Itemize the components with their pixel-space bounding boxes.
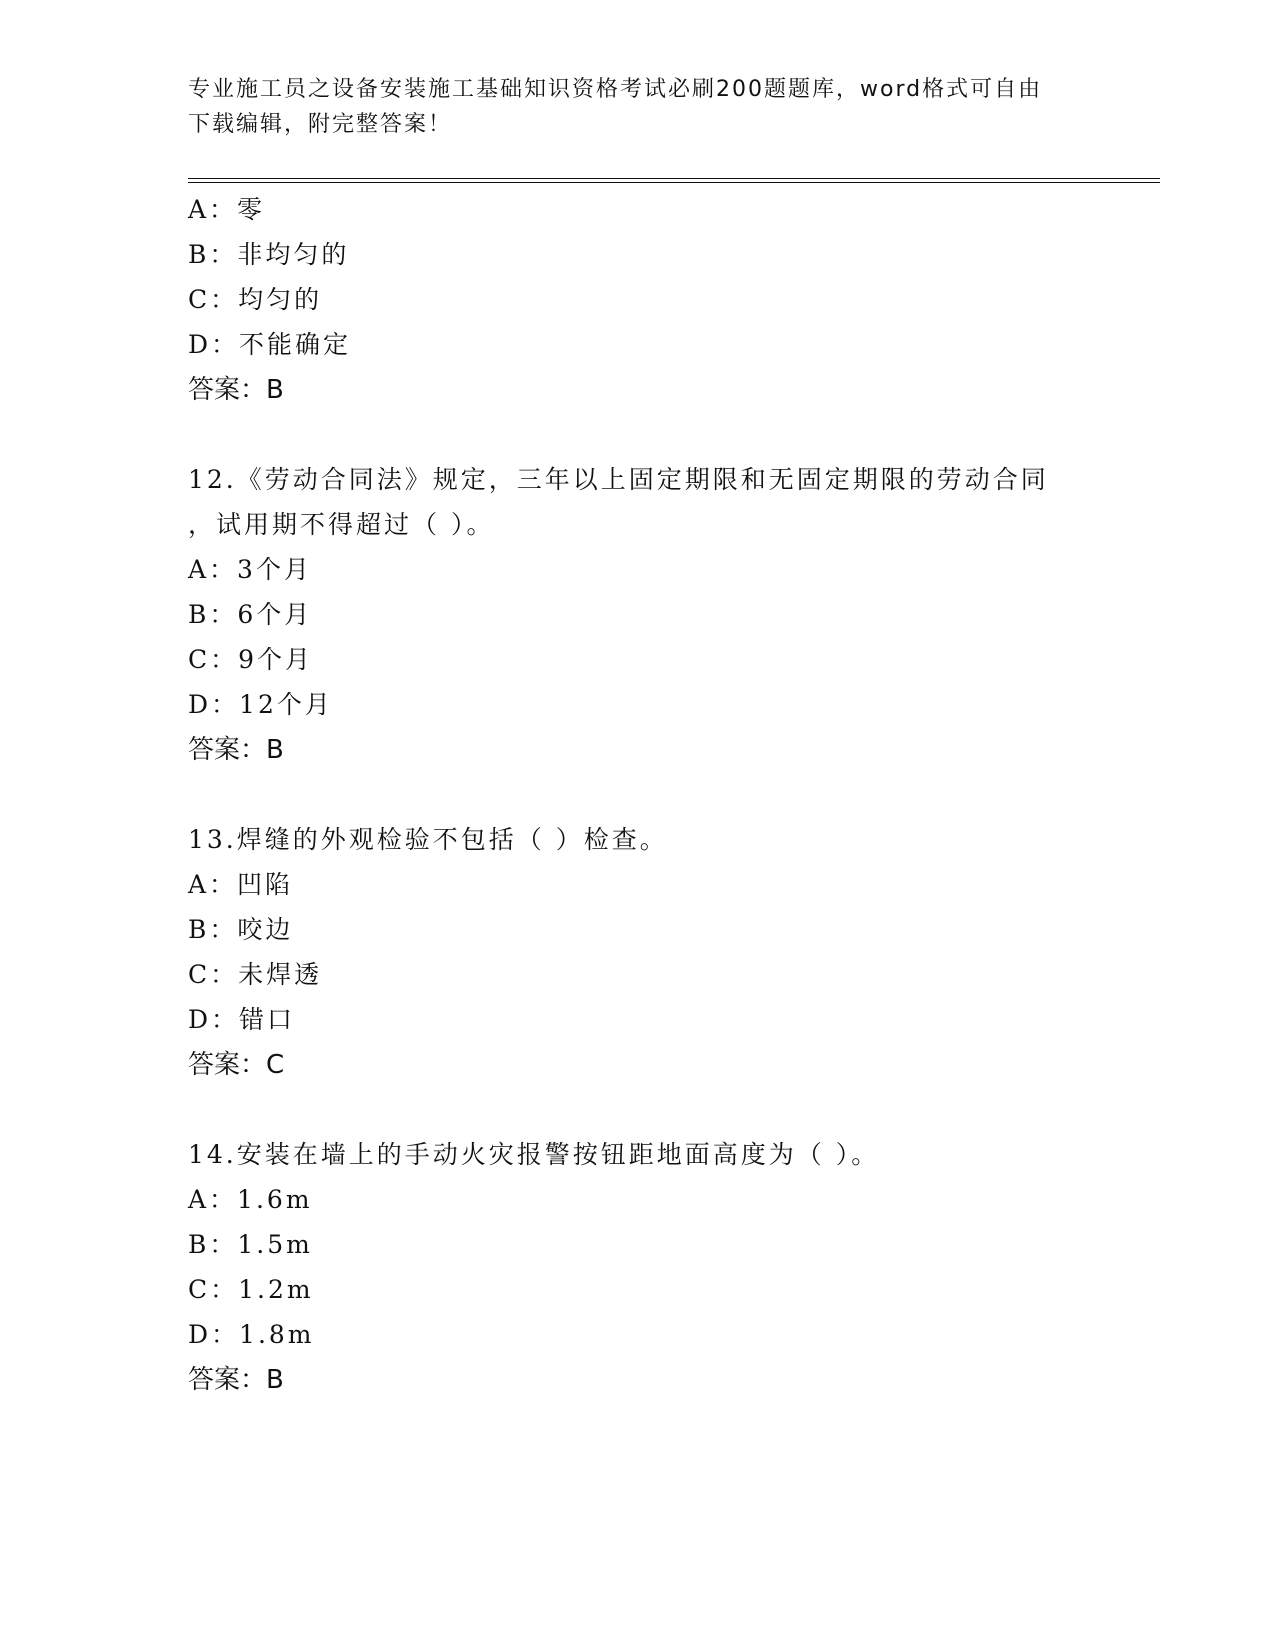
q13-option-b: B：咬边: [188, 915, 294, 944]
document-header: [188, 72, 1068, 142]
q11-option-d: D：不能确定: [188, 330, 352, 359]
q12-answer: 答案：B: [188, 735, 284, 765]
q12-question-line-2: ，试用期不得超过（ ）。: [188, 510, 495, 539]
q12-option-c: C：9个月: [188, 645, 314, 674]
q13-answer: 答案：C: [188, 1050, 285, 1080]
q13-question: 13.焊缝的外观检验不包括（ ）检查。: [188, 825, 668, 854]
q14-option-a: A：1.6m: [188, 1185, 313, 1214]
q11-answer: 答案：B: [188, 375, 284, 405]
q12-option-b: B：6个月: [188, 600, 313, 629]
header-title-line-1: 专业施工员之设备安装施工基础知识资格考试必刷200题题库，word格式可自由: [188, 77, 1043, 102]
q13-option-c: C：未焊透: [188, 960, 323, 989]
q13-option-d: D：错口: [188, 1005, 296, 1034]
q11-option-b: B：非均匀的: [188, 240, 350, 269]
header-divider-top: [188, 178, 1160, 179]
q14-question: 14.安装在墙上的手动火灾报警按钮距地面高度为（ ）。: [188, 1140, 880, 1169]
q14-option-d: D：1.8m: [188, 1320, 315, 1349]
q14-answer: 答案：B: [188, 1365, 284, 1395]
q12-question-line-1: 12.《劳动合同法》规定，三年以上固定期限和无固定期限的劳动合同: [188, 465, 1049, 494]
q13-option-a: A：凹陷: [188, 870, 294, 899]
q11-option-c: C：均匀的: [188, 285, 323, 314]
q11-option-a: A：零: [188, 195, 266, 224]
header-title-line-2: 下载编辑，附完整答案！: [188, 112, 453, 137]
header-divider-bottom: [188, 182, 1160, 183]
q12-option-d: D：12个月: [188, 690, 333, 719]
q14-option-c: C：1.2m: [188, 1275, 314, 1304]
q14-option-b: B：1.5m: [188, 1230, 313, 1259]
q12-option-a: A：3个月: [188, 555, 312, 584]
